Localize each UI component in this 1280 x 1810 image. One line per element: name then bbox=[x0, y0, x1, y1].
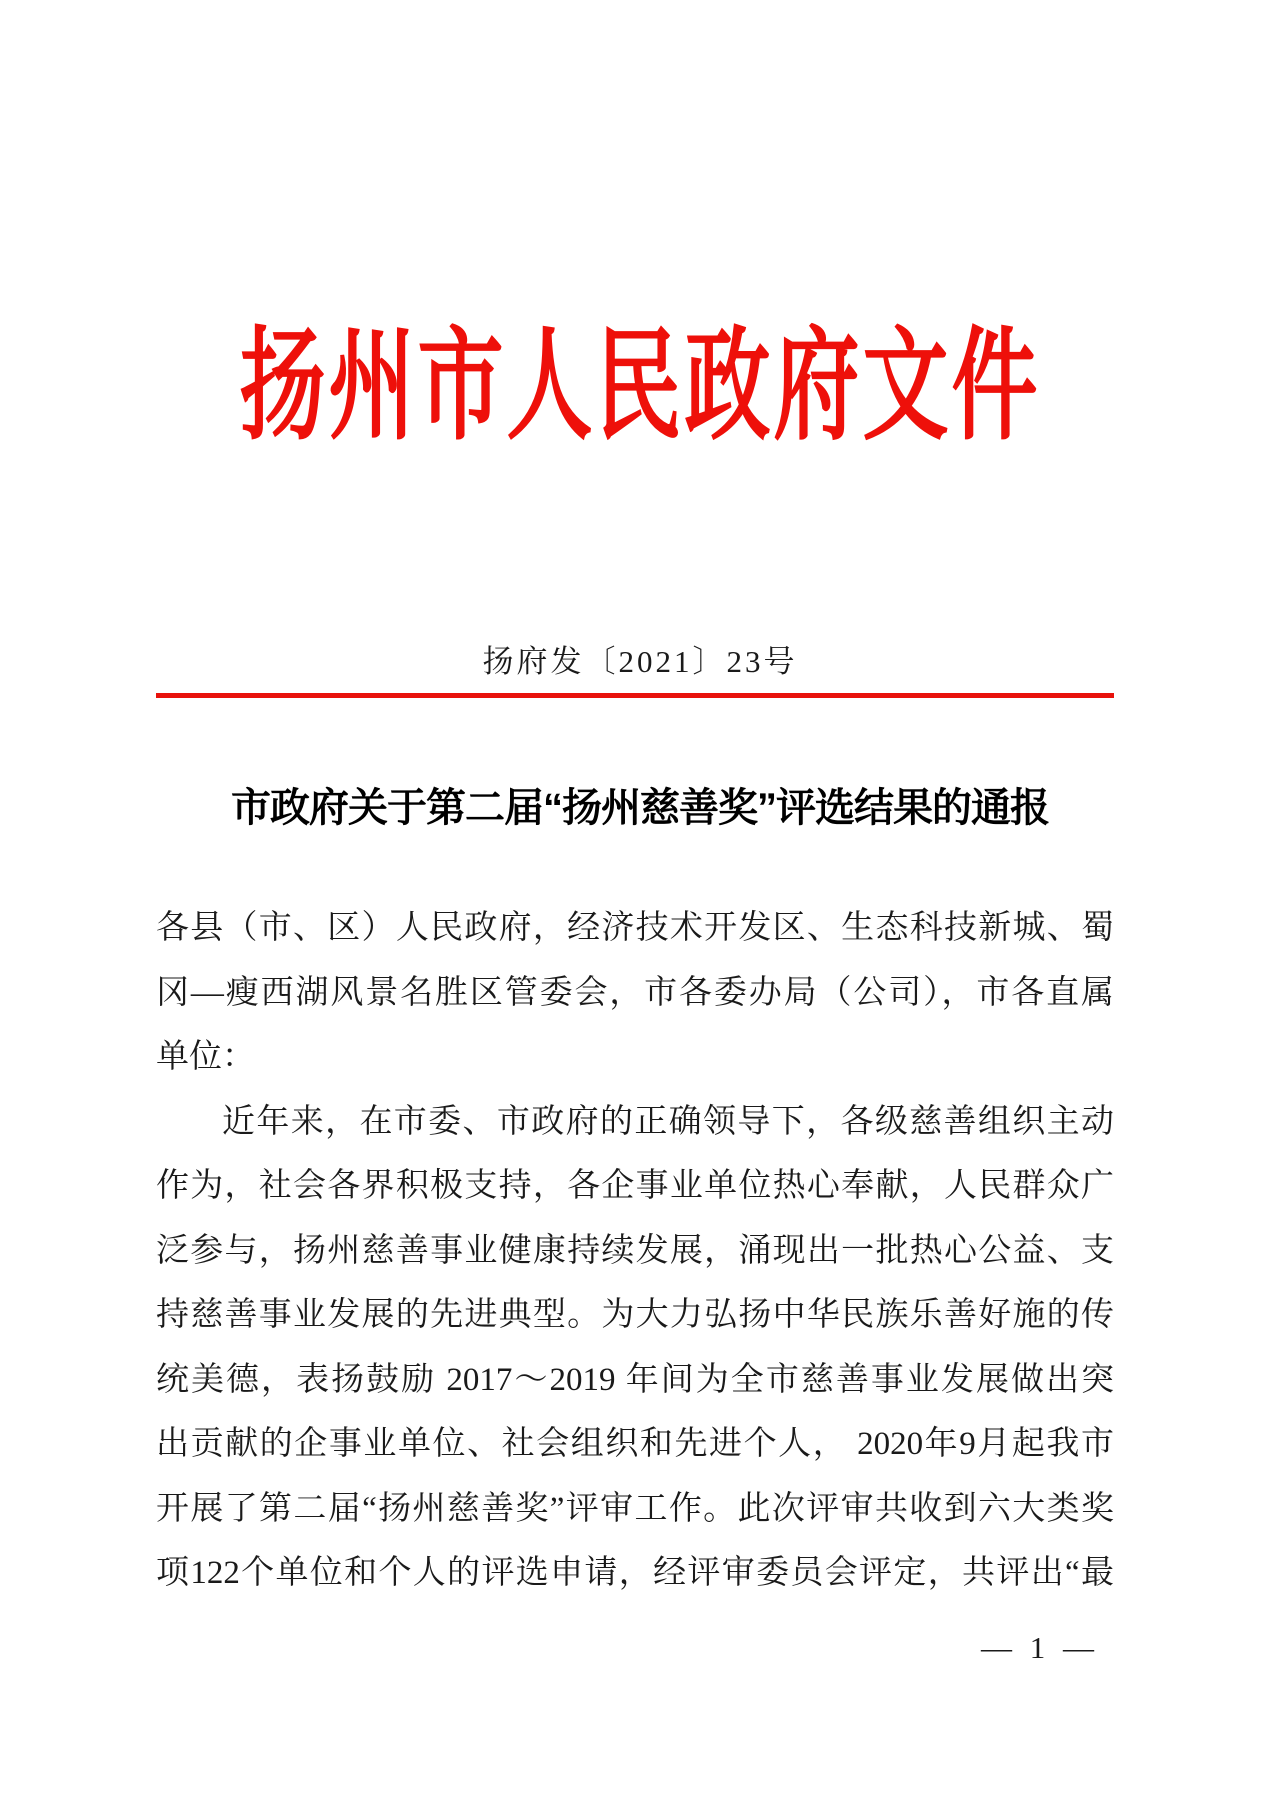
body-line: 统美德，表扬鼓励 2017～2019 年间为全市慈善事业发展做出突 bbox=[156, 1361, 1114, 1398]
body-line: 出贡献的企事业单位、社会组织和先进个人， 2020年9月起我市 bbox=[156, 1426, 1114, 1462]
red-header-org-title: 扬州市人民政府文件 bbox=[239, 318, 1041, 456]
body-line: 持慈善事业发展的先进典型。为大力弘扬中华民族乐善好施的传 bbox=[156, 1297, 1114, 1333]
body-line: 各县（市、区）人民政府，经济技术开发区、生态科技新城、蜀 bbox=[156, 910, 1114, 946]
body-line: 冈—瘦西湖风景名胜区管委会，市各委办局（公司），市各直属 bbox=[156, 974, 1114, 1011]
body-line: 近年来，在市委、市政府的正确领导下，各级慈善组织主动 bbox=[222, 1103, 1114, 1140]
red-divider-line bbox=[156, 693, 1114, 698]
body-line: 开展了第二届“扬州慈善奖”评审工作。此次评审共收到六大类奖 bbox=[156, 1490, 1114, 1527]
body-line: 作为，社会各界积极支持，各企事业单位热心奉献，人民群众广 bbox=[156, 1168, 1114, 1204]
body-line: 泛参与，扬州慈善事业健康持续发展，涌现出一批热心公益、支 bbox=[156, 1232, 1114, 1269]
document-body bbox=[156, 896, 1114, 1606]
body-line: 项122个单位和个人的评选申请，经评审委员会评定，共评出“最 bbox=[156, 1555, 1114, 1591]
document-title: 市政府关于第二届“扬州慈善奖”评选结果的通报 bbox=[231, 786, 1049, 830]
doc-number: 扬府发〔2021〕23号 bbox=[482, 644, 798, 679]
page-number: — 1 — bbox=[981, 1630, 1099, 1665]
body-line: 单位： bbox=[156, 1039, 255, 1075]
